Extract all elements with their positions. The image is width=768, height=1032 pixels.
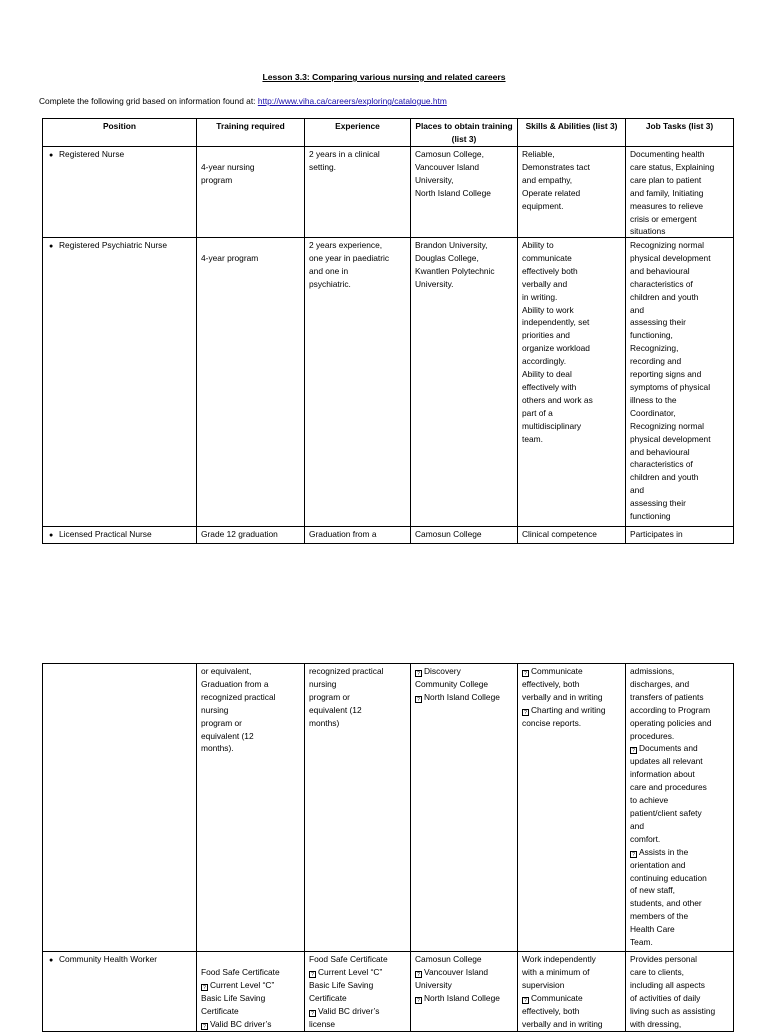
checkbox-glyph-icon: ? xyxy=(630,851,637,858)
bullet-icon: ● xyxy=(49,152,54,159)
careers-table-page-1 xyxy=(42,118,734,544)
experience-line: one year in paediatric xyxy=(309,252,390,263)
training-line: Certificate xyxy=(201,1005,239,1016)
cell-experience xyxy=(305,527,411,544)
training-line xyxy=(201,148,300,161)
skills-line: accordingly. xyxy=(522,356,567,367)
experience-line: program or xyxy=(309,691,350,702)
skills-line: priorities and xyxy=(522,330,570,341)
training-line: nursing xyxy=(201,704,229,715)
tasks-line: children and youth xyxy=(630,291,699,302)
position-label: Licensed Practical Nurse xyxy=(59,529,152,539)
position-label: Registered Nurse xyxy=(59,149,125,159)
tasks-line: admissions, xyxy=(630,666,675,676)
training-line: program xyxy=(201,174,233,185)
tasks-line: patient/client safety xyxy=(630,807,702,818)
cell-experience xyxy=(305,664,411,952)
tasks-line: functioning xyxy=(630,511,671,522)
cell-skills xyxy=(518,664,626,952)
table-row xyxy=(43,952,734,1032)
training-line: Grade 12 graduation xyxy=(201,529,278,539)
table-row xyxy=(43,527,734,544)
experience-line: Graduation from a xyxy=(309,529,377,539)
instructions-text: Complete the following grid based on information found at: xyxy=(39,96,258,106)
skills-line: and empathy, xyxy=(522,174,573,185)
tasks-line: assessing their xyxy=(630,498,686,509)
skills-line: verbally and xyxy=(522,278,568,289)
cell-tasks xyxy=(626,147,734,238)
cell-skills xyxy=(518,952,626,1032)
table-row xyxy=(43,147,734,238)
cell-position xyxy=(43,147,197,238)
cell-position xyxy=(43,952,197,1032)
places-line: ? North Island College xyxy=(415,691,513,704)
tasks-line: care and procedures xyxy=(630,782,707,793)
catalogue-link[interactable]: http://www.viha.ca/careers/exploring/catalogue.htm xyxy=(257,96,447,106)
experience-line: psychiatric. xyxy=(309,278,351,289)
checkbox-glyph-icon: ? xyxy=(201,1023,208,1030)
skills-line: effectively, both xyxy=(522,1005,580,1016)
places-line: North Island College xyxy=(415,187,491,198)
experience-line: and one in xyxy=(309,265,349,276)
experience-line: 2 years experience, xyxy=(309,240,383,250)
cell-tasks xyxy=(626,238,734,527)
places-line: Kwantlen Polytechnic xyxy=(415,265,495,276)
checkbox-glyph-icon: ? xyxy=(522,670,529,677)
skills-line: Ability to deal xyxy=(522,369,572,380)
checkbox-glyph-icon: ? xyxy=(522,709,529,716)
tasks-line: transfers of patients xyxy=(630,691,704,702)
checkbox-glyph-icon: ? xyxy=(415,971,422,978)
training-line: 4-year nursing xyxy=(201,161,255,172)
experience-line: recognized practical xyxy=(309,666,384,676)
tasks-line: procedures. xyxy=(630,730,675,741)
tasks-line: symptoms of physical xyxy=(630,381,711,392)
skills-line: Ability to work xyxy=(522,304,574,315)
header-skills: Skills & Abilities (list 3) xyxy=(518,119,626,147)
skills-line: supervision xyxy=(522,979,565,990)
skills-line: effectively with xyxy=(522,381,577,392)
tasks-line: updates all relevant xyxy=(630,756,703,767)
page-title: Lesson 3.3: Comparing various nursing and related careers xyxy=(262,72,506,82)
skills-line: team. xyxy=(522,433,543,444)
position-label: Registered Psychiatric Nurse xyxy=(59,240,167,250)
tasks-line: illness to the xyxy=(630,394,677,405)
header-position: Position xyxy=(43,119,197,147)
header-row xyxy=(43,119,734,147)
tasks-line: discharges, and xyxy=(630,678,690,689)
tasks-line: recording and xyxy=(630,356,682,367)
cell-position xyxy=(43,238,197,527)
tasks-line: care to clients, xyxy=(630,966,684,977)
tasks-line: care plan to patient xyxy=(630,174,702,185)
experience-line: ? Valid BC driver’s xyxy=(309,1005,406,1018)
places-line: Camosun College, xyxy=(415,149,484,159)
skills-line: others and work as xyxy=(522,394,593,405)
skills-line: Operate related xyxy=(522,187,581,198)
tasks-line: students, and other xyxy=(630,898,702,909)
experience-line: months) xyxy=(309,717,340,728)
tasks-line: and behavioural xyxy=(630,265,690,276)
cell-position xyxy=(43,664,197,952)
cell-tasks xyxy=(626,664,734,952)
tasks-line: orientation and xyxy=(630,859,686,870)
cell-tasks xyxy=(626,952,734,1032)
tasks-line: assessing their xyxy=(630,317,686,328)
training-line: or equivalent, xyxy=(201,666,252,676)
tasks-line: Team. xyxy=(630,937,653,948)
training-line: ? Current Level “C” xyxy=(201,979,300,992)
tasks-line: and xyxy=(630,820,644,831)
experience-line: license xyxy=(309,1018,336,1029)
skills-line: communicate xyxy=(522,252,572,263)
places-line: University. xyxy=(415,278,454,289)
tasks-line: continuing education xyxy=(630,872,707,883)
cell-training xyxy=(197,238,305,527)
tasks-line: Participates in xyxy=(630,529,683,539)
training-line xyxy=(201,953,300,966)
tasks-line: Recognizing normal xyxy=(630,420,705,431)
tasks-line: and behavioural xyxy=(630,446,690,457)
places-line: Community College xyxy=(415,678,489,689)
tasks-line: ? Documents and xyxy=(630,742,729,755)
cell-experience xyxy=(305,147,411,238)
tasks-line: according to Program xyxy=(630,704,711,715)
cell-experience xyxy=(305,952,411,1032)
checkbox-glyph-icon: ? xyxy=(201,984,208,991)
cell-skills xyxy=(518,527,626,544)
tasks-line: and xyxy=(630,304,644,315)
skills-line: Work independently xyxy=(522,954,596,964)
cell-position xyxy=(43,527,197,544)
checkbox-glyph-icon: ? xyxy=(415,997,422,1004)
tasks-line: functioning, xyxy=(630,330,673,341)
tasks-line: physical development xyxy=(630,252,711,263)
experience-line: nursing xyxy=(309,678,337,689)
training-line: Graduation from a xyxy=(201,678,269,689)
tasks-line: information about xyxy=(630,769,695,780)
skills-line: equipment. xyxy=(522,200,564,211)
training-line xyxy=(201,239,300,252)
training-line: 4-year program xyxy=(201,252,259,263)
tasks-line: living such as assisting xyxy=(630,1005,716,1016)
training-line: months). xyxy=(201,743,234,754)
tasks-line: Coordinator, xyxy=(630,407,676,418)
places-line: ? Discovery xyxy=(415,665,513,678)
skills-line: part of a xyxy=(522,407,553,418)
experience-line: setting. xyxy=(309,161,337,172)
skills-line: with a minimum of xyxy=(522,966,590,977)
skills-line: Reliable, xyxy=(522,149,555,159)
places-line: ? North Island College xyxy=(415,992,513,1005)
skills-line: effectively, both xyxy=(522,678,580,689)
training-line: Food Safe Certificate xyxy=(201,966,280,977)
tasks-line: with dressing, xyxy=(630,1018,682,1029)
cell-training xyxy=(197,527,305,544)
places-line: Camosun College xyxy=(415,529,482,539)
experience-line: 2 years in a clinical xyxy=(309,149,380,159)
skills-line: effectively both xyxy=(522,265,578,276)
places-line: University xyxy=(415,979,452,990)
cell-training xyxy=(197,664,305,952)
position-label: Community Health Worker xyxy=(59,954,158,964)
header-tasks: Job Tasks (list 3) xyxy=(626,119,734,147)
checkbox-glyph-icon: ? xyxy=(630,747,637,754)
tasks-line: Documenting health xyxy=(630,149,705,159)
checkbox-glyph-icon: ? xyxy=(309,1010,316,1017)
header-training: Training required xyxy=(197,119,305,147)
places-line: Vancouver Island xyxy=(415,161,480,172)
tasks-line: including all aspects xyxy=(630,979,705,990)
skills-line: Ability to xyxy=(522,240,554,250)
experience-line: Certificate xyxy=(309,992,347,1003)
cell-training xyxy=(197,147,305,238)
skills-line: independently, set xyxy=(522,317,590,328)
tasks-line: characteristics of xyxy=(630,278,693,289)
skills-line: ? Communicate xyxy=(522,992,621,1005)
table-row xyxy=(43,664,734,952)
tasks-line: crisis or emergent xyxy=(630,213,697,224)
skills-line: Clinical competence xyxy=(522,529,597,539)
tasks-line: care status, Explaining xyxy=(630,161,715,172)
training-line: equivalent (12 xyxy=(201,730,254,741)
bullet-icon: ● xyxy=(49,532,54,539)
places-line: University, xyxy=(415,174,454,185)
places-line: Douglas College, xyxy=(415,252,479,263)
instructions xyxy=(39,95,447,108)
bullet-icon: ● xyxy=(49,243,54,250)
tasks-line: members of the xyxy=(630,911,689,922)
tasks-line: Recognizing, xyxy=(630,343,679,354)
experience-line: Food Safe Certificate xyxy=(309,954,388,964)
cell-skills xyxy=(518,147,626,238)
header-places: Places to obtain training (list 3) xyxy=(411,119,518,147)
checkbox-glyph-icon: ? xyxy=(415,670,422,677)
cell-places xyxy=(411,147,518,238)
tasks-line: and family, Initiating xyxy=(630,187,704,198)
tasks-line: Provides personal xyxy=(630,954,698,964)
cell-places xyxy=(411,664,518,952)
training-line: ? Valid BC driver’s xyxy=(201,1018,300,1031)
cell-places xyxy=(411,952,518,1032)
tasks-line: measures to relieve xyxy=(630,200,704,211)
tasks-line: Recognizing normal xyxy=(630,240,705,250)
checkbox-glyph-icon: ? xyxy=(415,696,422,703)
skills-line: concise reports. xyxy=(522,717,582,728)
skills-line: Demonstrates tact xyxy=(522,161,590,172)
tasks-line: operating policies and xyxy=(630,717,712,728)
careers-table-page-2 xyxy=(42,663,734,1032)
tasks-line: and xyxy=(630,485,644,496)
places-line: Camosun College xyxy=(415,954,482,964)
checkbox-glyph-icon: ? xyxy=(522,997,529,1004)
experience-line: Basic Life Saving xyxy=(309,979,374,990)
cell-skills xyxy=(518,238,626,527)
bullet-icon: ● xyxy=(49,957,54,964)
tasks-line: reporting signs and xyxy=(630,369,702,380)
tasks-line: children and youth xyxy=(630,472,699,483)
tasks-line: characteristics of xyxy=(630,459,693,470)
training-line: program or xyxy=(201,717,242,728)
experience-line: equivalent (12 xyxy=(309,704,362,715)
tasks-line: to achieve xyxy=(630,795,669,806)
tasks-line: comfort. xyxy=(630,833,661,844)
header-experience: Experience xyxy=(305,119,411,147)
tasks-line: Health Care xyxy=(630,924,675,935)
cell-experience xyxy=(305,238,411,527)
skills-line: in writing. xyxy=(522,291,558,302)
training-line: recognized practical xyxy=(201,691,276,702)
tasks-line: situations xyxy=(630,226,666,237)
cell-training xyxy=(197,952,305,1032)
skills-line: verbally and in writing xyxy=(522,691,603,702)
places-line: ? Vancouver Island xyxy=(415,966,513,979)
table-row xyxy=(43,238,734,527)
tasks-line: physical development xyxy=(630,433,711,444)
cell-places xyxy=(411,238,518,527)
skills-line: ? Communicate xyxy=(522,665,621,678)
skills-line: verbally and in writing xyxy=(522,1018,603,1029)
cell-tasks xyxy=(626,527,734,544)
tasks-line: ? Assists in the xyxy=(630,846,729,859)
places-line: Brandon University, xyxy=(415,240,488,250)
tasks-line: of activities of daily xyxy=(630,992,701,1003)
skills-line: ? Charting and writing xyxy=(522,704,621,717)
training-line: Basic Life Saving xyxy=(201,992,266,1003)
checkbox-glyph-icon: ? xyxy=(309,971,316,978)
skills-line: organize workload xyxy=(522,343,590,354)
cell-places xyxy=(411,527,518,544)
tasks-line: of new staff, xyxy=(630,885,676,896)
skills-line: multidisciplinary xyxy=(522,420,582,431)
experience-line: ? Current Level “C” xyxy=(309,966,406,979)
